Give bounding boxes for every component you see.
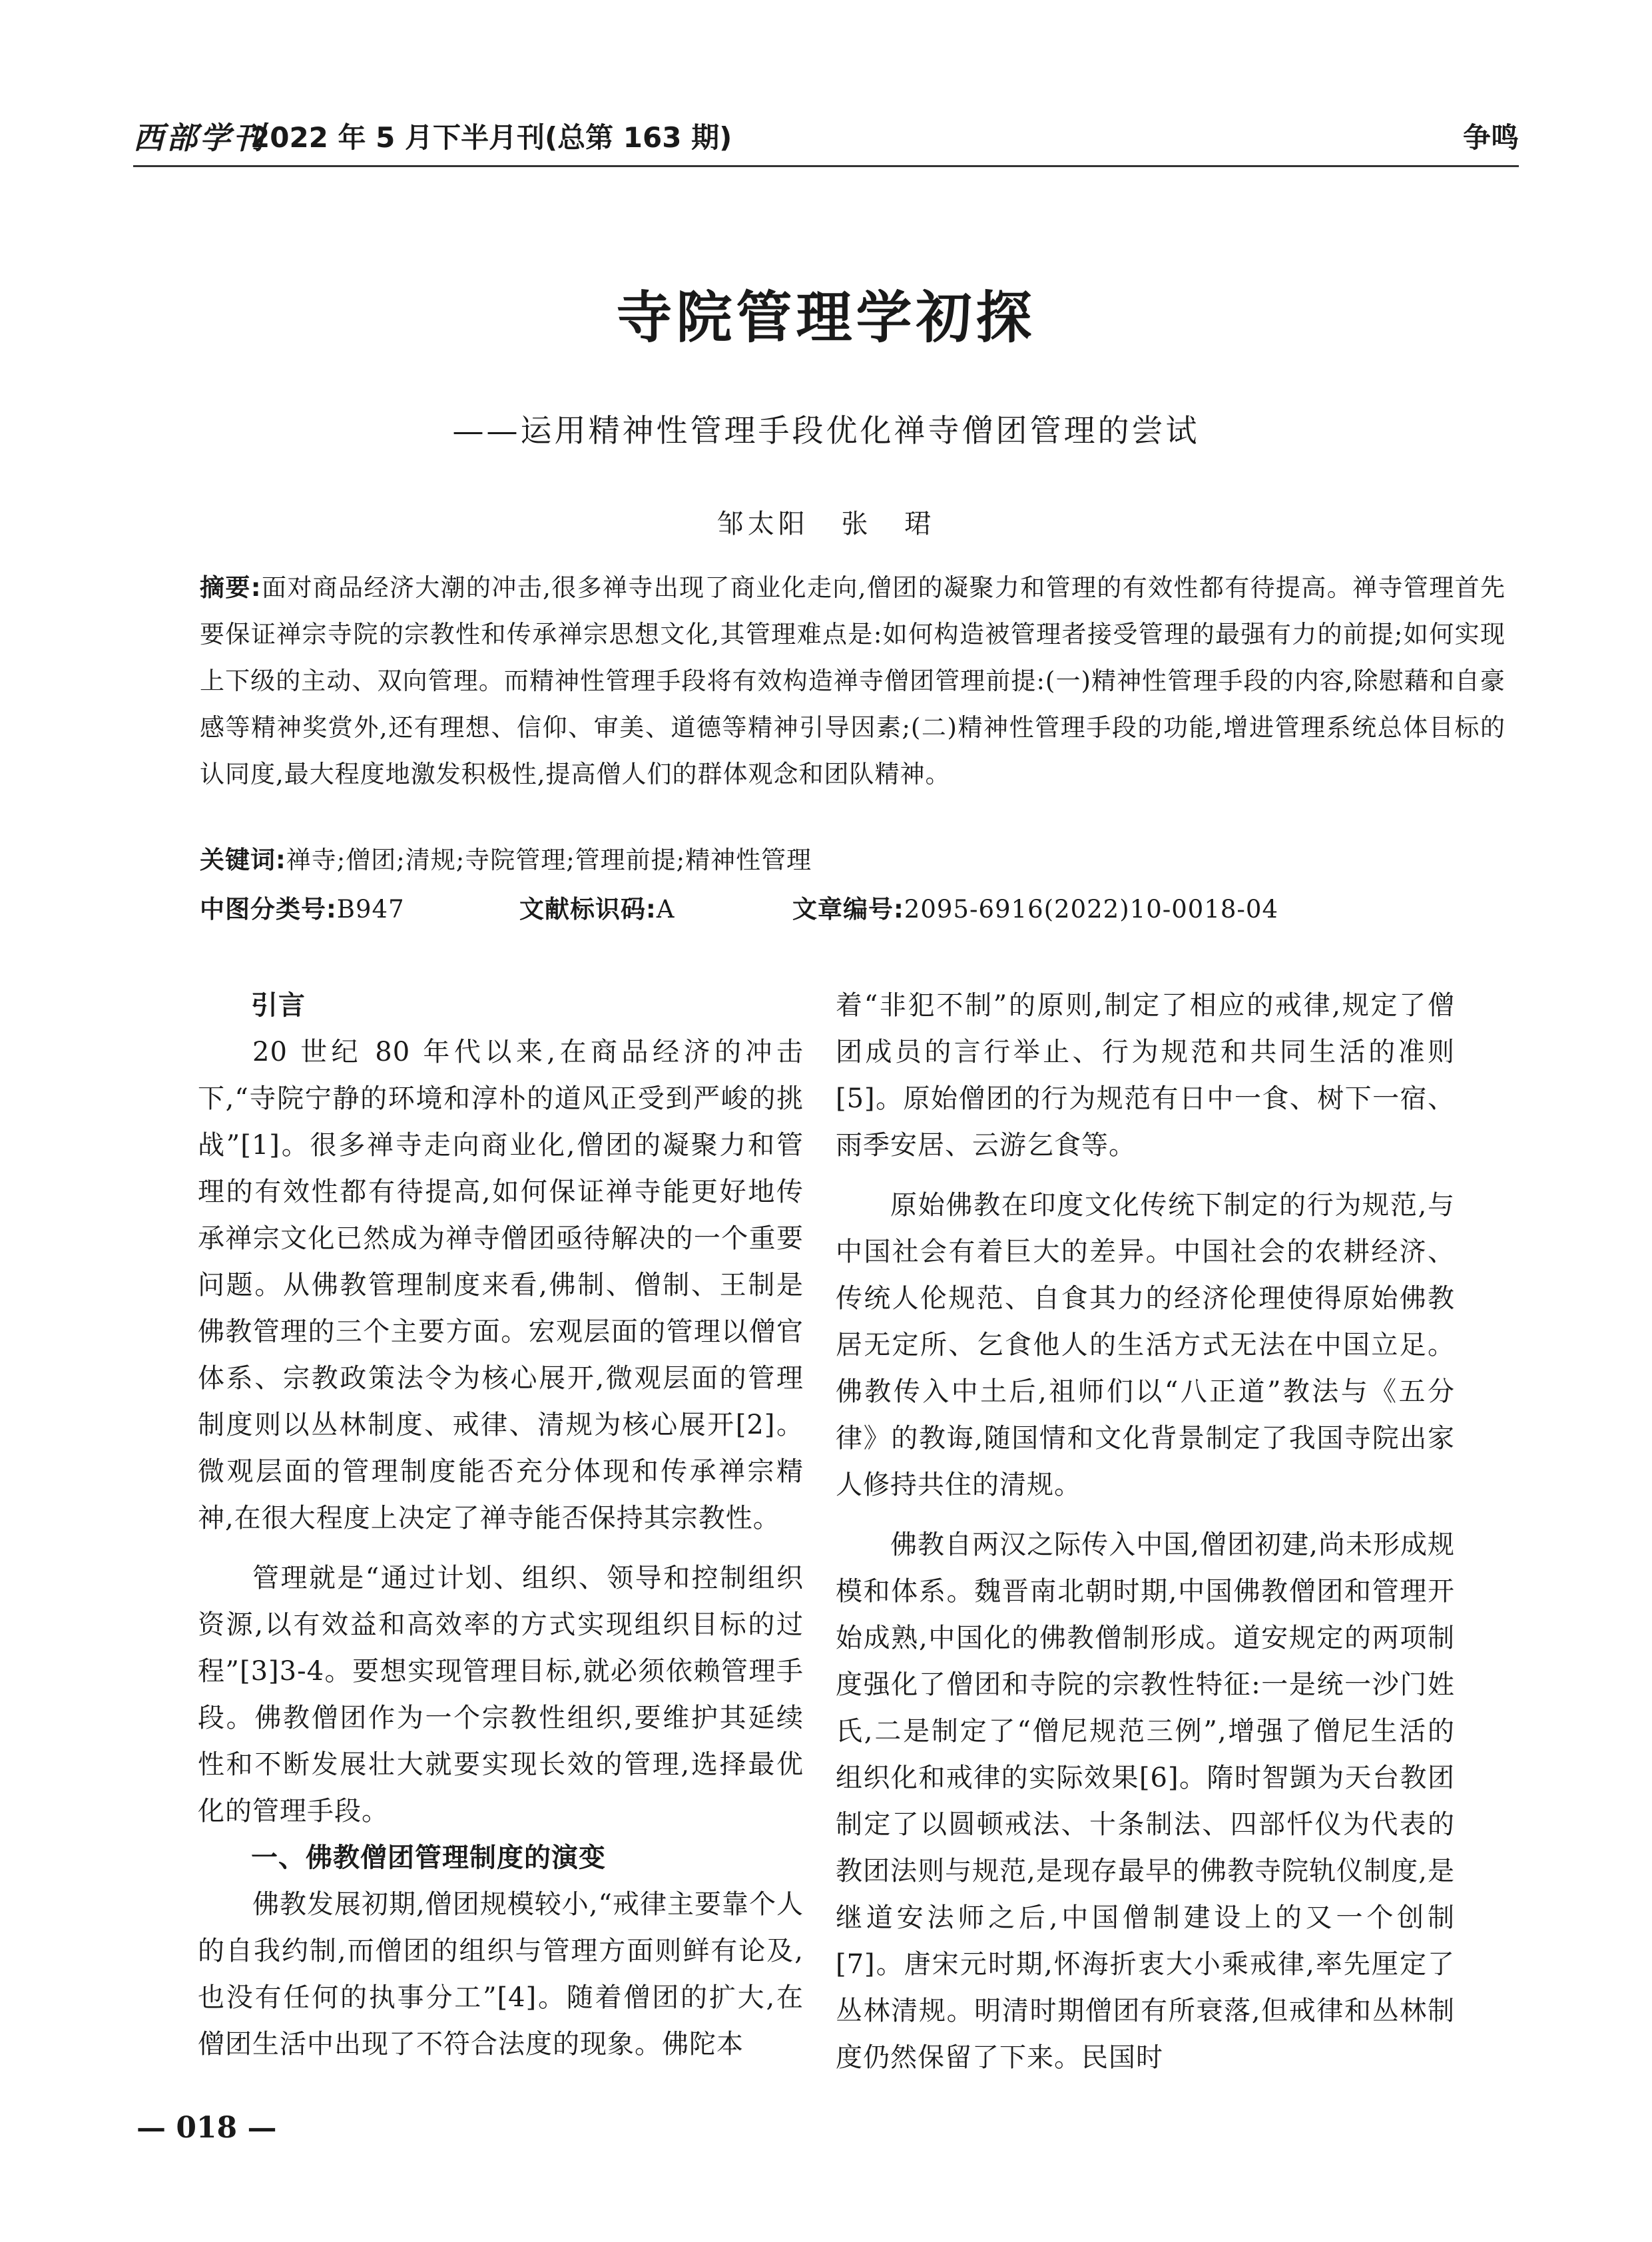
doc-code: [519, 890, 792, 930]
paragraph: 佛教自两汉之际传入中国,僧团初建,尚未形成规模和体系。魏晋南北朝时期,中国佛教僧团和管理开始成熟,中国化的佛教僧制形成。道安规定的两项制度强化了僧团和寺院的宗教性特征:一是统一沙门姓氏,二是制定了“僧尼规范三例”,增强了僧尼生活的组织化和戒律的实际效果[6]。隋时智顗为天台教团制定了以圆顿戒法、十条制法、四部忏仪为代表的教团法则与规范,是现存最早的佛教寺院轨仪制度,是继道安法师之后,中国僧制建设上的又一个创制[7]。唐宋元时期,怀海折衷大小乘戒律,率先厘定了丛林清规。明清时期僧团有所衰落,但戒律和丛林制度仍然保留了下来。民国时: [836, 1530, 1455, 2073]
clc-label: 中图分类号:: [200, 895, 337, 924]
keywords-text: 禅寺;僧团;清规;寺院管理;管理前提;精神性管理: [286, 846, 812, 874]
article-no: [792, 890, 1278, 930]
article-title: 寺院管理学初探: [616, 284, 1036, 350]
paragraph: 佛教发展初期,僧团规模较小,“戒律主要靠个人的自我约制,而僧团的组织与管理方面则鲜有论及,也没有任何的执事分工”[4]。随着僧团的扩大,在僧团生活中出现了不符合法度的现象。佛陀本: [198, 1889, 804, 2060]
paragraph: 原始佛教在印度文化传统下制定的行为规范,与中国社会有着巨大的差异。中国社会的农耕经济、传统人伦规范、自食其力的经济伦理使得原始佛教居无定所、乞食他人的生活方式无法在中国立足。佛教传入中土后,祖师们以“八正道”教法与《五分律》的教诲,随国情和文化背景制定了我国寺院出家人修持共住的清规。: [836, 1190, 1455, 1500]
paragraph: 管理就是“通过计划、组织、领导和控制组织资源,以有效益和高效率的方式实现组织目标的过程”[3]3-4。要想实现管理目标,就必须依赖管理手段。佛教僧团作为一个宗教性组织,要维护其延续性和不断发展壮大就要实现长效的管理,选择最优化的管理手段。: [198, 1563, 804, 1826]
left-column: [198, 982, 804, 2068]
clc: [200, 890, 519, 930]
abstract-label: 摘要:: [200, 573, 262, 602]
header-rule: [133, 165, 1519, 167]
right-column: [836, 982, 1455, 2081]
paragraph: 着“非犯不制”的原则,制定了相应的戒律,规定了僧团成员的言行举止、行为规范和共同生活的准则[5]。原始僧团的行为规范有日中一食、树下一宿、雨季安居、云游乞食等。: [836, 990, 1455, 1161]
article-subtitle: ——运用精神性管理手段优化禅寺僧团管理的尝试: [452, 413, 1200, 449]
section-label: 争鸣: [1462, 121, 1519, 154]
paragraph: 20 世纪 80 年代以来,在商品经济的冲击下,“寺院宁静的环境和淳朴的道风正受到严峻的挑战”[1]。很多禅寺走向商业化,僧团的凝聚力和管理的有效性都有待提高,如何保证禅寺能更好地传承禅宗文化已然成为禅寺僧团亟待解决的一个重要问题。从佛教管理制度来看,佛制、僧制、王制是佛教管理的三个主要方面。宏观层面的管理以僧官体系、宗教政策法令为核心展开,微观层面的管理制度则以丛林制度、戒律、清规为核心展开[2]。微观层面的管理制度能否充分体现和传承禅宗精神,在很大程度上决定了禅寺能否保持其宗教性。: [198, 1037, 804, 1534]
abstract-text: 面对商品经济大潮的冲击,很多禅寺出现了商业化走向,僧团的凝聚力和管理的有效性都有待提高。禅寺管理首先要保证禅宗寺院的宗教性和传承禅宗思想文化,其管理难点是:如何构造被管理者接受管理的最强有力的前提;如何实现上下级的主动、双向管理。而精神性管理手段将有效构造禅寺僧团管理前提:(一)精神性管理手段的内容,除慰藉和自豪感等精神奖赏外,还有理想、信仰、审美、道德等精神引导因素;(二)精神性管理手段的功能,增进管理系统总体目标的认同度,最大程度地激发积极性,提高僧人们的群体观念和团队精神。: [200, 573, 1506, 788]
clc-value: B947: [336, 895, 405, 924]
journal-logo: 西部学刊: [133, 120, 266, 156]
article-no-label: 文章编号:: [792, 895, 904, 924]
classification-line: [200, 890, 1506, 930]
keywords-label: 关键词:: [200, 846, 286, 874]
article-no-value: 2095-6916(2022)10-0018-04: [904, 895, 1278, 924]
section-heading: 一、佛教僧团管理制度的演变: [251, 1842, 606, 1873]
page-number: — 018 —: [137, 2111, 277, 2145]
page-header: [133, 115, 1519, 161]
keywords: [200, 840, 1506, 880]
issue-info: 2022 年 5 月下半月刊(总第 163 期): [250, 121, 732, 154]
intro-heading: 引言: [251, 990, 306, 1021]
doc-code-label: 文献标识码:: [519, 895, 657, 924]
abstract: [200, 565, 1506, 798]
authors: 邹太阳 张 珺: [716, 509, 936, 539]
doc-code-value: A: [656, 895, 675, 924]
